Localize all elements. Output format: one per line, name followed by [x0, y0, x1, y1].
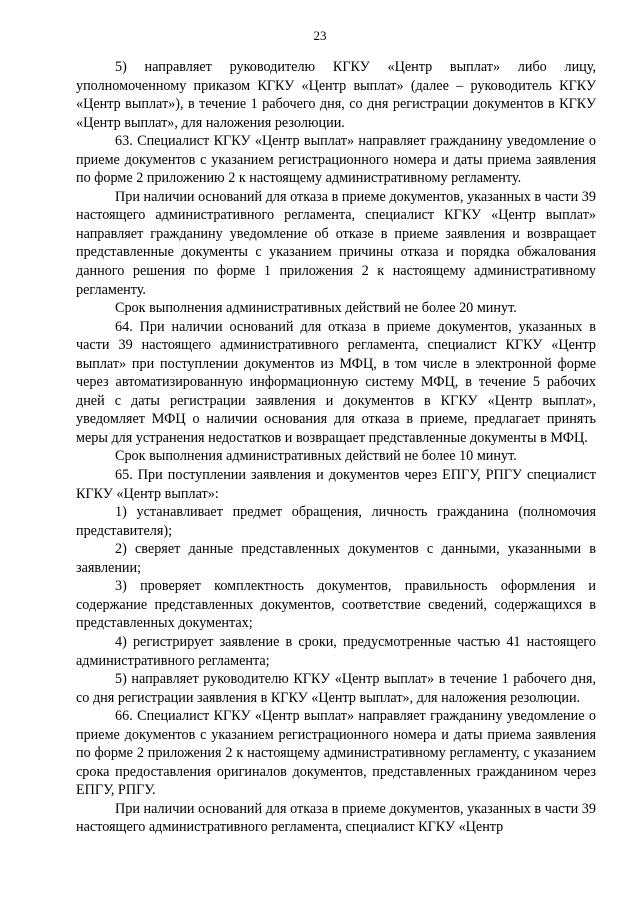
page-number: 23 — [313, 28, 327, 43]
paragraph: При наличии оснований для отказа в приеме документов, указанных в части 39 настоящего административного регламента, специалист КГКУ «Центр — [76, 800, 596, 836]
paragraph: 5) направляет руководителю КГКУ «Центр выплат» в течение 1 рабочего дня, со дня регистрации заявления в КГКУ «Центр выплат», для наложения резолюции. — [76, 671, 596, 706]
paragraph: 4) регистрирует заявление в сроки, предусмотренные частью 41 настоящего административного регламента; — [76, 633, 596, 669]
paragraph: Срок выполнения административных действий не более 10 минут. — [115, 448, 517, 465]
document-body — [76, 58, 596, 837]
paragraph: 66. Специалист КГКУ «Центр выплат» направляет гражданину уведомление о приеме документов с указанием регистрационного номера и даты приема заявления по форме 2 приложения 2 к настоящему административному регламенту, с указанием срока предоставления оригиналов документов, представленных гражданином через ЕПГУ, РПГУ. — [76, 708, 596, 799]
paragraph: При наличии оснований для отказа в приеме документов, указанных в части 39 настоящего административного регламента, специалист КГКУ «Центр выплат» направляет гражданину уведомление об отказе в приеме заявления и возвращает представленные документы с указанием причины отказа и порядка обжалования данного решения по форме 1 приложения 2 к настоящему административному регламенту. — [76, 188, 596, 298]
paragraph: Срок выполнения административных действий не более 20 минут. — [115, 300, 517, 317]
paragraph: 65. При поступлении заявления и документов через ЕПГУ, РПГУ специалист КГКУ «Центр выплат»: — [76, 467, 596, 502]
paragraph: 2) сверяет данные представленных документов с данными, указанными в заявлении; — [76, 541, 596, 576]
paragraph: 5) направляет руководителю КГКУ «Центр выплат» либо лицу, уполномоченному приказом КГКУ «Центр выплат» (далее – руководитель КГКУ «Центр выплат»), в течение 1 рабочего дня, со дня регистрации документов в КГКУ «Центр выплат», для наложения резолюции. — [76, 59, 596, 131]
paragraph: 64. При наличии оснований для отказа в приеме документов, указанных в части 39 настоящего административного регламента, специалист КГКУ «Центр выплат» при поступлении документов из МФЦ, в том числе в электронной форме через автоматизированную информационную систему МФЦ, в течение 5 рабочих дней с даты регистрации заявления и документов в КГКУ «Центр выплат», уведомляет МФЦ о наличии основания для отказа в приеме, предлагает принять меры для устранения недостатков и возвращает представленные документы в МФЦ. — [76, 318, 596, 446]
paragraph: 1) устанавливает предмет обращения, личность гражданина (полномочия представителя); — [76, 504, 596, 539]
paragraph: 63. Специалист КГКУ «Центр выплат» направляет гражданину уведомление о приеме документов с указанием регистрационного номера и даты приема заявления по форме 2 приложению 2 к настоящему административному регламенту. — [76, 133, 596, 187]
paragraph: 3) проверяет комплектность документов, правильность оформления и содержание представленных документов, соответствие сведений, содержащихся в представленных документах; — [76, 578, 596, 632]
